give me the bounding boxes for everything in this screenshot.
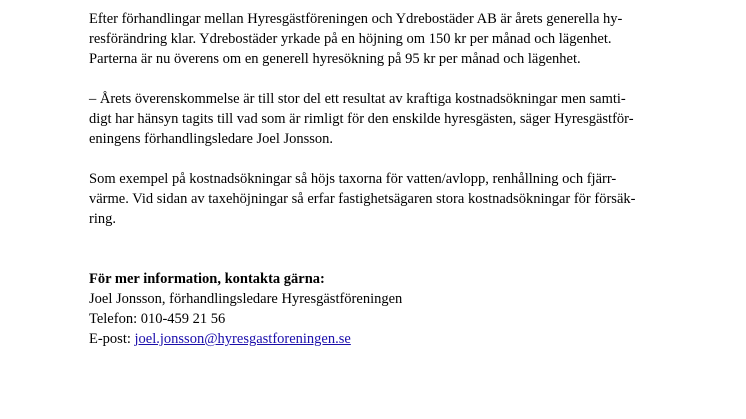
contact-block [89,269,669,349]
contact-email-label: E-post: [89,331,135,347]
paragraph-line: ring. [89,211,116,227]
contact-phone: Telefon: 010-459 21 56 [89,311,226,327]
paragraph-negotiation-result [89,9,669,69]
paragraph-line: eningens förhandlingsledare Joel Jonsson. [89,131,334,147]
contact-heading: För mer information, kontakta gärna: [89,271,325,287]
paragraph-quote [89,89,669,149]
contact-email-line [89,329,669,349]
paragraph-line: resförändring klar. Ydrebostäder yrkade på en höjning om 150 kr per månad och lägenhet. [89,31,612,47]
paragraph-line: värme. Vid sidan av taxehöjningar så erfar fastighetsägaren stora kostnadsökningar för försäk- [89,191,636,207]
paragraph-line: Som exempel på kostnadsökningar så höjs taxorna för vatten/avlopp, renhållning och fjärr- [89,171,617,187]
paragraph-line: Parterna är nu överens om en generell hyresökning på 95 kr per månad och lägenhet. [89,51,581,67]
document-body [89,9,669,349]
paragraph-line: – Årets överenskommelse är till stor del ett resultat av kraftiga kostnadsökningar men samti- [89,91,626,107]
paragraph-line: Efter förhandlingar mellan Hyresgästföreningen och Ydrebostäder AB är årets generella hy- [89,11,623,27]
paragraph-line: digt har hänsyn tagits till vad som är rimligt för den enskilde hyresgästen, säger Hyresgästför- [89,111,634,127]
paragraph-cost-examples [89,169,669,229]
contact-email-link[interactable]: joel.jonsson@hyresgastforeningen.se [134,331,351,347]
contact-name: Joel Jonsson, förhandlingsledare Hyresgästföreningen [89,291,403,307]
